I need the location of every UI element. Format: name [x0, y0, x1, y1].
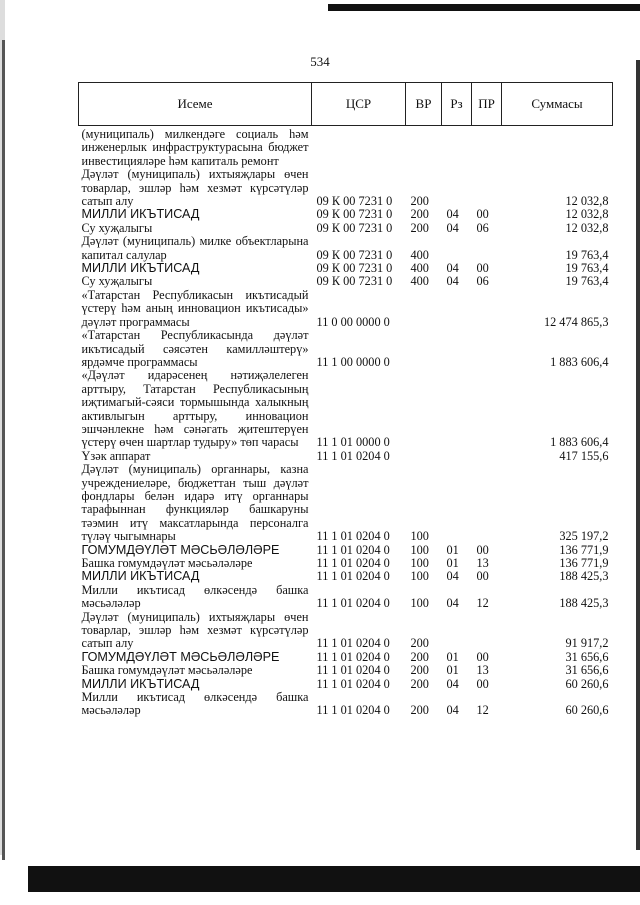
row-sum: 60 260,6: [565, 703, 609, 718]
row-csr: 11 1 01 0204 0: [316, 596, 390, 611]
row-csr: 11 1 00 0000 0: [316, 354, 390, 369]
table-row: [79, 450, 613, 463]
row-vr: 200: [410, 636, 429, 651]
table-row: [79, 369, 613, 449]
row-csr: 11 1 01 0204 0: [316, 557, 390, 570]
row-csr: 11 1 01 0204 0: [316, 664, 390, 678]
header-vr: ВР: [406, 83, 442, 126]
row-sum: 136 771,9: [559, 543, 609, 557]
row-rz: 01: [446, 650, 459, 664]
row-csr: 11 1 01 0204 0: [316, 677, 390, 691]
scan-border-top: [328, 4, 640, 11]
row-csr: 09 К 00 7231 0: [316, 221, 393, 235]
row-pr: [472, 329, 502, 369]
table-row: [79, 208, 613, 221]
row-name: Милли икътисад өлкәсендә башка мәсьәләләр: [81, 691, 309, 718]
row-name: ГОМУМДӘҮЛӘТ МӘСЬӘЛӘЛӘРЕ: [81, 543, 280, 557]
row-pr: 00: [476, 570, 489, 584]
row-csr: 09 К 00 7231 0: [316, 262, 393, 276]
table-row: [79, 584, 613, 611]
row-csr: 09 К 00 7231 0: [316, 247, 393, 262]
row-sum: 136 771,9: [559, 557, 609, 570]
row-vr: 400: [410, 247, 429, 262]
row-pr: [472, 369, 502, 449]
row-pr: [472, 450, 502, 463]
row-csr: 11 1 01 0204 0: [316, 529, 390, 544]
row-csr: [312, 126, 406, 169]
row-pr: 00: [476, 650, 489, 664]
row-rz: [442, 289, 472, 329]
row-name: Башка гомумдәүләт мәсьәләләре: [81, 557, 253, 570]
row-name: МИЛЛИ ИКЪТИСАД: [81, 208, 200, 222]
row-vr: 100: [410, 570, 429, 584]
table-row: [79, 651, 613, 664]
row-sum: 19 763,4: [565, 247, 609, 262]
header-csr: ЦСР: [312, 83, 406, 126]
row-vr: 200: [410, 677, 429, 691]
row-sum: 12 474 865,3: [543, 314, 609, 329]
row-rz: 04: [446, 208, 459, 222]
row-name: МИЛЛИ ИКЪТИСАД: [81, 262, 200, 276]
table-row: [79, 570, 613, 583]
row-csr: 11 1 01 0000 0: [316, 435, 390, 450]
row-pr: 06: [476, 275, 489, 289]
row-pr: 12: [476, 703, 489, 718]
row-name: Дәүләт (муниципаль) ихтыяҗлары өчен товарлар, эшләр һәм хезмәт күрсәтүләр сатып алу: [81, 168, 309, 209]
row-vr: 200: [410, 194, 429, 209]
row-vr: 200: [410, 221, 429, 235]
table-row: [79, 664, 613, 677]
row-csr: 09 К 00 7231 0: [316, 194, 393, 209]
row-rz: [442, 168, 472, 208]
row-pr: 13: [476, 557, 489, 570]
row-rz: 04: [446, 596, 459, 611]
row-csr: 11 1 01 0204 0: [316, 636, 390, 651]
row-sum: 1 883 606,4: [550, 435, 609, 450]
row-pr: 00: [476, 208, 489, 222]
row-name: МИЛЛИ ИКЪТИСАД: [81, 677, 200, 691]
row-pr: 00: [476, 543, 489, 557]
row-name: ГОМУМДӘҮЛӘТ МӘСЬӘЛӘЛӘРЕ: [81, 650, 280, 664]
table-row: [79, 611, 613, 651]
scan-border-left-shadow: [2, 40, 5, 860]
scan-border-right: [636, 60, 640, 850]
row-rz: [442, 329, 472, 369]
row-sum: 60 260,6: [565, 677, 609, 691]
row-rz: 01: [446, 543, 459, 557]
row-csr: 11 1 01 0204 0: [316, 703, 390, 718]
table-row: [79, 557, 613, 570]
row-sum: 417 155,6: [559, 449, 609, 463]
row-vr: 100: [410, 557, 429, 570]
row-rz: [442, 235, 472, 262]
row-vr: 400: [410, 275, 429, 289]
row-sum: 1 883 606,4: [550, 354, 609, 369]
row-rz: 04: [446, 275, 459, 289]
row-vr: 400: [410, 262, 429, 276]
row-sum: 91 917,2: [565, 636, 609, 651]
row-pr: [472, 289, 502, 329]
table-row: [79, 544, 613, 557]
row-vr: 200: [410, 650, 429, 664]
table-row: [79, 168, 613, 208]
row-sum: 188 425,3: [559, 570, 609, 584]
table-row: [79, 126, 613, 169]
row-name: Милли икътисад өлкәсендә башка мәсьәләләр: [81, 583, 309, 611]
header-rz: Рз: [442, 83, 472, 126]
row-name: Башка гомумдәүләт мәсьәләләре: [81, 664, 253, 678]
row-sum: 19 763,4: [565, 275, 609, 289]
table-row: [79, 691, 613, 718]
row-sum: 12 032,8: [565, 221, 609, 235]
row-rz: 01: [446, 664, 459, 678]
row-vr: [406, 289, 442, 329]
row-sum: 12 032,8: [565, 194, 609, 209]
row-sum: 31 656,6: [565, 650, 609, 664]
row-vr: 200: [410, 208, 429, 222]
row-rz: 04: [446, 262, 459, 276]
row-csr: 11 1 01 0204 0: [316, 570, 390, 584]
row-vr: 200: [410, 703, 429, 718]
row-csr: 11 1 01 0204 0: [316, 543, 390, 557]
row-vr: 200: [410, 664, 429, 678]
row-csr: 11 1 01 0204 0: [316, 650, 390, 664]
row-vr: 100: [410, 529, 429, 544]
row-sum: 31 656,6: [565, 664, 609, 678]
row-name: Дәүләт (муниципаль) ихтыяҗлары өчен товарлар, эшләр һәм хезмәт күрсәтүләр сатып алу: [81, 610, 309, 651]
row-name: Үзәк аппарат: [81, 449, 151, 463]
row-vr: [406, 126, 442, 169]
row-sum: 325 197,2: [559, 529, 609, 544]
row-pr: [472, 463, 502, 543]
row-rz: 04: [446, 570, 459, 584]
row-pr: [472, 126, 502, 169]
table-row: [79, 235, 613, 262]
row-vr: 100: [410, 543, 429, 557]
row-rz: [442, 126, 472, 169]
row-rz: 01: [446, 557, 459, 570]
row-name: (муниципаль) милкендәге социаль һәм инженерлык инфраструктурасына бюджет инвестицияләре һәм капиталь ремонт: [81, 127, 309, 168]
table-row: [79, 262, 613, 275]
row-sum: [502, 126, 613, 169]
row-name: «Татарстан Республикасында дәүләт икътисадый сәясәтен камилләштерү» ярдәмче программасы: [81, 329, 309, 369]
row-pr: [472, 235, 502, 262]
scan-border-bottom: [28, 866, 640, 892]
row-pr: 00: [476, 262, 489, 276]
row-pr: [472, 168, 502, 208]
row-name: Дәүләт (муниципаль) органнары, казна учреждениеләре, бюджеттан тыш дәүләт фондлары белән идарә итү органнары тарафыннан функцияләр башкаруны тәэмин итү максатларында персоналга түләү чыгымнары: [81, 463, 309, 544]
row-csr: 09 К 00 7231 0: [316, 208, 393, 222]
row-vr: 100: [410, 596, 429, 611]
row-name: «Татарстан Республикасын икътисадый үстерү һәм аның инновацион икътисады» дәүләт программасы: [81, 288, 309, 329]
row-name: Су хуҗалыгы: [81, 221, 153, 235]
table-row: [79, 289, 613, 329]
row-vr: [406, 450, 442, 463]
budget-table: [78, 82, 613, 718]
row-name: Дәүләт (муниципаль) милке объектларына капитал салулар: [81, 235, 309, 262]
header-sum: Суммасы: [502, 83, 613, 126]
row-name: «Дәүләт идарәсенең нәтиҗәлелеген арттыру, Татарстан Республикасының иҗтимагый-сәяси тормышында халыкның активлыгын арттыру, инновацион эшчәнлекне һәм сәнәгать җитештерүен үстерү өчен шартлар тудыру» төп чарасы: [81, 369, 309, 450]
row-rz: [442, 611, 472, 651]
table-body: [79, 126, 613, 718]
row-csr: 11 0 00 0000 0: [316, 314, 390, 329]
page-number: 534: [310, 54, 330, 69]
row-rz: 04: [446, 703, 459, 718]
row-sum: 188 425,3: [559, 596, 609, 611]
row-sum: 19 763,4: [565, 262, 609, 276]
table-row: [79, 329, 613, 369]
row-pr: 06: [476, 221, 489, 235]
row-csr: 11 1 01 0204 0: [316, 449, 390, 463]
row-vr: [406, 329, 442, 369]
header-pr: ПР: [472, 83, 502, 126]
table-row: [79, 463, 613, 543]
row-rz: 04: [446, 221, 459, 235]
table-row: [79, 222, 613, 235]
row-pr: [472, 611, 502, 651]
row-pr: 12: [476, 596, 489, 611]
row-name: Су хуҗалыгы: [81, 275, 153, 289]
row-pr: 00: [476, 677, 489, 691]
table-header-row: [79, 83, 613, 126]
table-row: [79, 678, 613, 691]
row-rz: 04: [446, 677, 459, 691]
table-row: [79, 275, 613, 288]
row-pr: 13: [476, 664, 489, 678]
header-name: Исеме: [79, 83, 312, 126]
row-rz: [442, 450, 472, 463]
row-rz: [442, 463, 472, 543]
row-rz: [442, 369, 472, 449]
row-csr: 09 К 00 7231 0: [316, 275, 393, 289]
row-vr: [406, 369, 442, 449]
row-name: МИЛЛИ ИКЪТИСАД: [81, 570, 200, 584]
row-sum: 12 032,8: [565, 208, 609, 222]
